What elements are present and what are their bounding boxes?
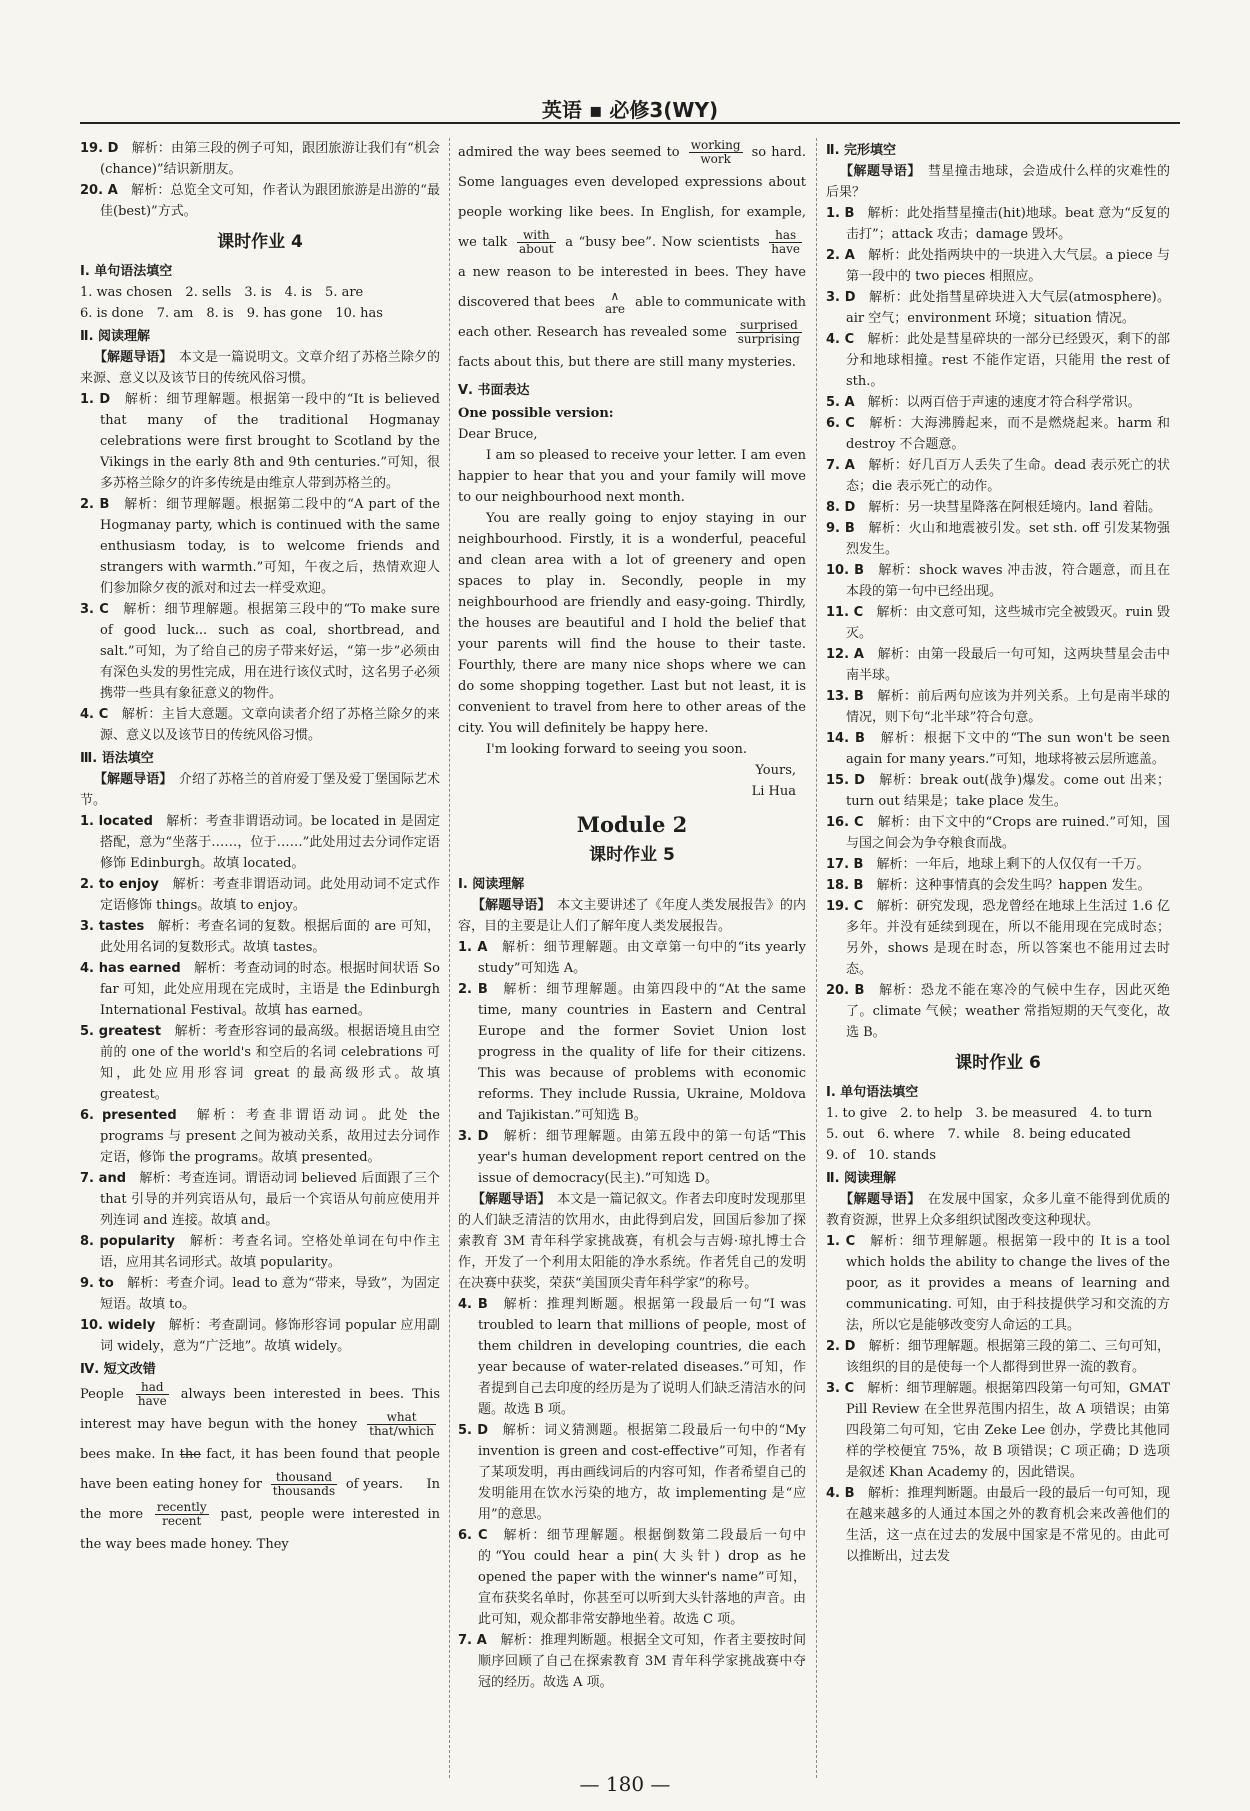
fill-answers: 5. out 6. where 7. while 8. being educated <box>826 1127 1131 1142</box>
answer-item: 5. greatest 解析：考查形容词的最高级。根据语境且由空前的 one of the world's 和空后的名词 celebrations 可知，此处应用形容词 great 的最高级形式。故填 greatest。 <box>80 1024 440 1102</box>
section-heading: Ⅲ. 语法填空 <box>80 751 154 766</box>
answer-item: 4. B 解析：推理判断题。根据第一段最后一句“I was troubled to learn that millions of people, most of them children in developing countries, die each year because of water-related diseases.”可知，作者提到自己去印度的经历是为了说明人们缺乏清洁水的问题。故选 B 项。 <box>458 1297 806 1417</box>
correction-mark: recently recent <box>156 1500 207 1528</box>
letter-closing: Yours, <box>755 763 796 778</box>
letter-paragraph: I am so pleased to receive your letter. I am even happier to hear that you and your family will move to our neighbourhood next month. <box>458 448 806 505</box>
guide-text: 【解题导语】 本文是一篇记叙文。作者去印度时发现那里的人们缺乏清洁的饮用水，由此得到启发，回国后参加了探索教育 3M 青年科学家挑战赛，有机会与吉姆·琼扎博士合作，开发了一个利用太阳能的净水系统。作者凭自己的发明在决赛中获奖，荣获“美国顶尖青年科学家”的称号。 <box>458 1192 806 1291</box>
column-middle <box>458 138 806 1811</box>
answer-item: 7. A 解析：好几百万人丢失了生命。dead 表示死亡的状态；die 表示死亡的动作。 <box>826 458 1170 494</box>
guide-text: 【解题导语】 彗星撞击地球，会造成什么样的灾难性的后果？ <box>826 164 1170 200</box>
work-title: 课时作业 6 <box>955 1053 1041 1073</box>
guide-text: 【解题导语】 介绍了苏格兰的首府爱丁堡及爱丁堡国际艺术节。 <box>80 772 440 808</box>
version-label: One possible version: <box>458 406 614 421</box>
answer-item: 16. C 解析：由下文中的“Crops are ruined.”可知，国与国之间会为争夺粮食而战。 <box>826 815 1170 851</box>
section-heading: Ⅳ. 短文改错 <box>80 1362 156 1377</box>
answer-item: 8. popularity 解析：考查名词。空格处单词在句中作主语，应用其名词形式。故填 popularity。 <box>80 1234 440 1270</box>
column-divider-right <box>816 138 817 1778</box>
answer-item: 1. located 解析：考查非谓语动词。be located in 是固定搭配，意为“坐落于……，位于……”此处用过去分词作定语修饰 Edinburgh。故填 located。 <box>80 814 440 871</box>
fill-answers: 1. to give 2. to help 3. be measured 4. to turn <box>826 1106 1153 1121</box>
guide-text: 【解题导语】 本文是一篇说明文。文章介绍了苏格兰除夕的来源、意义以及该节日的传统风俗习惯。 <box>80 350 440 386</box>
answer-item: 3. C 解析：细节理解题。根据第四段第一句可知，GMAT Pill Review 在全世界范围内招生，故 A 项错误；由第四段第二句可知，它由 Zeke Lee 创办，学费比其他同样的学校便宜 75%，故 B 项错误；C 项正确；D 选项是叙述 Khan Academy 的，因此错误。 <box>826 1381 1170 1480</box>
answer-item: 2. to enjoy 解析：考查非谓语动词。此处用动词不定式作定语修饰 things。故填 to enjoy。 <box>80 877 440 913</box>
answer-item: 7. A 解析：推理判断题。根据全文可知，作者主要按时间顺序回顾了自己在探索教育 3M 青年科学家挑战赛中夺冠的经历。故选 A 项。 <box>458 1633 806 1690</box>
fill-answers: 6. is done 7. am 8. is 9. has gone 10. has <box>80 306 383 321</box>
page-title: 英语 ▪ 必修3(WY) <box>541 98 719 122</box>
correction-mark: thousand thousands <box>272 1470 336 1498</box>
work-title: 课时作业 5 <box>589 845 675 865</box>
section-heading: Ⅱ. 阅读理解 <box>80 329 151 344</box>
section-heading: Ⅰ. 阅读理解 <box>458 877 525 892</box>
guide-text: 【解题导语】 本文主要讲述了《年度人类发展报告》的内容，目的主要是让人们了解年度人类发展报告。 <box>458 898 806 934</box>
answer-item: 6. presented 解析：考查非谓语动词。此处 the programs 与 present 之间为被动关系，故用过去分词作定语，修饰 the programs。故填 presented。 <box>80 1108 440 1165</box>
section-heading: Ⅱ. 完形填空 <box>826 143 897 158</box>
answer-item: 9. to 解析：考查介词。lead to 意为“带来，导致”，为固定短语。故填 to。 <box>80 1276 440 1312</box>
letter-signature: Li Hua <box>751 784 796 799</box>
letter-salutation: Dear Bruce, <box>458 427 538 442</box>
answer-item: 3. tastes 解析：考查名词的复数。根据后面的 are 可知，此处用名词的复数形式。故填 tastes。 <box>80 919 440 955</box>
answer-item: 10. B 解析：shock waves 冲击波，符合题意，而且在本段的第一句中已经出现。 <box>826 563 1170 599</box>
work-title: 课时作业 4 <box>217 232 303 252</box>
column-left <box>80 138 440 1811</box>
answer-item: 1. D 解析：细节理解题。根据第一段中的“It is believed that many of the traditional Hogmanay celebrations were first brought to Scotland by the Vikings in the early 8th and 9th centuries.”可知，很多苏格兰除夕的许多传统是由维京人带到苏格兰的。 <box>80 392 440 491</box>
column-right <box>826 138 1170 1811</box>
answer-item: 2. B 解析：细节理解题。由第四段中的“At the same time, many countries in Eastern and Central Europe and the former Soviet Union lost progress in the quality of life for their citizens. This was because of problems with economic reforms. They include Russia, Ukraine, Moldova and Tajikistan.”可知选 B。 <box>458 982 806 1123</box>
answer-item: 5. D 解析：词义猜测题。根据第二段最后一句中的“My invention is green and cost-effective”可知，作者有了某项发明，再由画线词后的内容可知，作者希望自己的发明能用在饮水污染的地方，故 implementing 是“应用”的意思。 <box>458 1423 806 1522</box>
answer-item: 14. B 解析：根据下文中的“The sun won't be seen again for many years.”可知，地球将被云层所遮盖。 <box>826 731 1170 767</box>
answer-item: 12. A 解析：由第一段最后一句可知，这两块彗星会击中南半球。 <box>826 647 1170 683</box>
answer-item: 10. widely 解析：考查副词。修饰形容词 popular 应用副词 widely，意为“广泛地”。故填 widely。 <box>80 1318 440 1354</box>
answer-item: 6. C 解析：大海沸腾起来，而不是燃烧起来。harm 和 destroy 不合题意。 <box>826 416 1170 452</box>
correction-mark: has have <box>771 228 800 256</box>
answer-item: 2. D 解析：细节理解题。根据第三段的第二、三句可知，该组织的目的是使每一个人都得到世界一流的教育。 <box>826 1339 1170 1375</box>
answer-item: 3. C 解析：细节理解题。根据第三段中的“To make sure of good luck... such as coal, shortbread, and salt.”可知，为了给自己的房子带来好运，“第一步”必须由有深色头发的男性完成，用在进行该仪式时，这名男子必须携带一些具有象征意义的物件。 <box>80 602 440 701</box>
section-heading: Ⅰ. 单句语法填空 <box>80 264 173 279</box>
answer-item: 8. D 解析：另一块彗星降落在阿根廷境内。land 着陆。 <box>826 500 1162 515</box>
answer-item: 4. C 解析：此处是彗星碎块的一部分已经毁灭，剩下的部分和地球相撞。rest 不能作定语，只能用 the rest of sth.。 <box>826 332 1170 389</box>
answer-item: 1. C 解析：细节理解题。根据第一段中的 It is a tool which holds the ability to change the lives of the poor, as it provides a means of learning and communicating. 可知，由于科技提供学习和交流的方法，所以它是能够改变穷人命运的工具。 <box>826 1234 1170 1333</box>
fill-answers: 9. of 10. stands <box>826 1148 936 1163</box>
column-divider-left <box>449 138 450 1778</box>
answer-item: 19. D 解析：由第三段的例子可知，跟团旅游让我们有“机会(chance)”结识新朋友。 <box>80 141 440 177</box>
answer-item: 3. D 解析：细节理解题。由第五段中的第一句话“This year's human development report centred on the issue of democracy(民主).”可知选 D。 <box>458 1129 806 1186</box>
answer-item: 6. C 解析：细节理解题。根据倒数第二段最后一句中的“You could hear a pin(大头针) drop as he opened the paper with the winner's name”可知，宣布获奖名单时，你甚至可以听到大头针落地的声音。由此可知，观众都非常安静地坐着。故选 C 项。 <box>458 1528 806 1627</box>
correction-mark: working work <box>690 138 741 166</box>
answer-item: 17. B 解析：一年后，地球上剩下的人仅仅有一千万。 <box>826 857 1150 872</box>
answer-item: 20. A 解析：总览全文可知，作者认为跟团旅游是出游的“最佳(best)”方式。 <box>80 183 440 219</box>
answer-item: 2. A 解析：此处指两块中的一块进入大气层。a piece 与第一段中的 two pieces 相照应。 <box>826 248 1170 284</box>
correction-mark: surprised surprising <box>737 318 800 346</box>
answer-item: 3. D 解析：此处指彗星碎块进入大气层(atmosphere)。air 空气；environment 环境；situation 情况。 <box>826 290 1170 326</box>
answer-item: 11. C 解析：由文意可知，这些城市完全被毁灭。ruin 毁灭。 <box>826 605 1170 641</box>
header-rule <box>80 122 1180 124</box>
deleted-word: the <box>179 1447 201 1462</box>
correction-mark: what that/which <box>369 1410 434 1438</box>
answer-item: 1. A 解析：细节理解题。由文章第一句中的“its yearly study”可知选 A。 <box>458 940 806 976</box>
page-header <box>80 92 1180 126</box>
page-number: — 180 — <box>579 1772 671 1796</box>
answer-item: 4. C 解析：主旨大意题。文章向读者介绍了苏格兰除夕的来源、意义以及该节日的传统风俗习惯。 <box>80 707 440 743</box>
answer-item: 20. B 解析：恐龙不能在寒冷的气候中生存，因此灭绝了。climate 气候；weather 常指短期的天气变化，故选 B。 <box>826 983 1170 1040</box>
answer-item: 5. A 解析：以两百倍于声速的速度才符合科学常识。 <box>826 395 1141 410</box>
letter-paragraph: I'm looking forward to seeing you soon. <box>486 742 747 757</box>
correction-mark: had have <box>137 1380 167 1408</box>
section-heading: Ⅴ. 书面表达 <box>458 383 530 398</box>
answer-item: 19. C 解析：研究发现，恐龙曾经在地球上生活过 1.6 亿多年。并没有延续到现在，所以不能用现在完成时态；另外，shows 是现在时态，所以答案也不能用过去时态。 <box>826 899 1170 977</box>
answer-item: 1. B 解析：此处指彗星撞击(hit)地球。beat 意为“反复的击打”；attack 攻击；damage 毁坏。 <box>826 206 1170 242</box>
error-correction-passage: People had have always been interested in bees. This interest may have begun with the honey what that/which bees make. In the fact, it has been found that people have been eating honey for thousand thousands of years. In the more recently recent past, people were interested in the way bees made honey. They <box>80 1380 440 1552</box>
answer-item: 4. B 解析：推理判断题。由最后一段的最后一句可知，现在越来越多的人通过本国之外的教育机会来改善他们的生活，这一点在过去的发展中国家是不常见的。由此可以推断出，过去发 <box>826 1486 1170 1564</box>
answer-item: 13. B 解析：前后两句应该为并列关系。上句是南半球的情况，则下句“北半球”符合句意。 <box>826 689 1170 725</box>
fill-answers: 1. was chosen 2. sells 3. is 4. is 5. are <box>80 285 364 300</box>
answer-item: 4. has earned 解析：考查动词的时态。根据时间状语 So far 可知，此处应用现在完成时，主语是 the Edinburgh International Festival。故填 has earned。 <box>80 961 440 1018</box>
guide-text: 【解题导语】 在发展中国家，众多儿童不能得到优质的教育资源，世界上众多组织试图改变这种现状。 <box>826 1192 1170 1228</box>
answer-item: 2. B 解析：细节理解题。根据第二段中的“A part of the Hogmanay party, which is continued with the same enthusiasm today, is to welcome friends and strangers with warmth.”可知，午夜之后，热情欢迎人们参加除夕夜的派对和过去一样受欢迎。 <box>80 497 440 596</box>
answer-item: 15. D 解析：break out(战争)爆发。come out 出来；turn out 结果是；take place 发生。 <box>826 773 1170 809</box>
answer-item: 7. and 解析：考查连词。谓语动词 believed 后面跟了三个 that 引导的并列宾语从句，最后一个宾语从句前应使用并列连词 and 连接。故填 and。 <box>80 1171 440 1228</box>
error-correction-passage: admired the way bees seemed to working work so hard. Some languages even developed expressions about people working like bees. In English, for example, we talk with about a “busy bee”. Now scientists has have a new reason to be interested in bees. They have discovered that bees ∧ are able to communicate with each other. Research has revealed some surprised surprising facts about this, but there are still many mysteries. <box>458 138 806 370</box>
insertion-mark: ∧ are <box>604 288 625 316</box>
letter-paragraph: You are really going to enjoy staying in our neighbourhood. Firstly, it is a wonderful, peaceful and clean area with a lot of greenery and open spaces to play in. Secondly, people in my neighbourhood are friendly and easy-going. Thirdly, the houses are beautiful and I hold the belief that your parents will find the house to their taste. Fourthly, there are many nice shops where we can do some shopping together. Last but not least, it is convenient to travel from here to other areas of the city. You will definitely be happy here. <box>458 511 806 736</box>
section-heading: Ⅱ. 阅读理解 <box>826 1171 897 1186</box>
answer-item: 9. B 解析：火山和地震被引发。set sth. off 引发某物强烈发生。 <box>826 521 1170 557</box>
module-title: Module 2 <box>576 812 688 837</box>
answer-item: 18. B 解析：这种事情真的会发生吗？happen 发生。 <box>826 878 1151 893</box>
section-heading: Ⅰ. 单句语法填空 <box>826 1085 919 1100</box>
correction-mark: with about <box>519 228 554 256</box>
